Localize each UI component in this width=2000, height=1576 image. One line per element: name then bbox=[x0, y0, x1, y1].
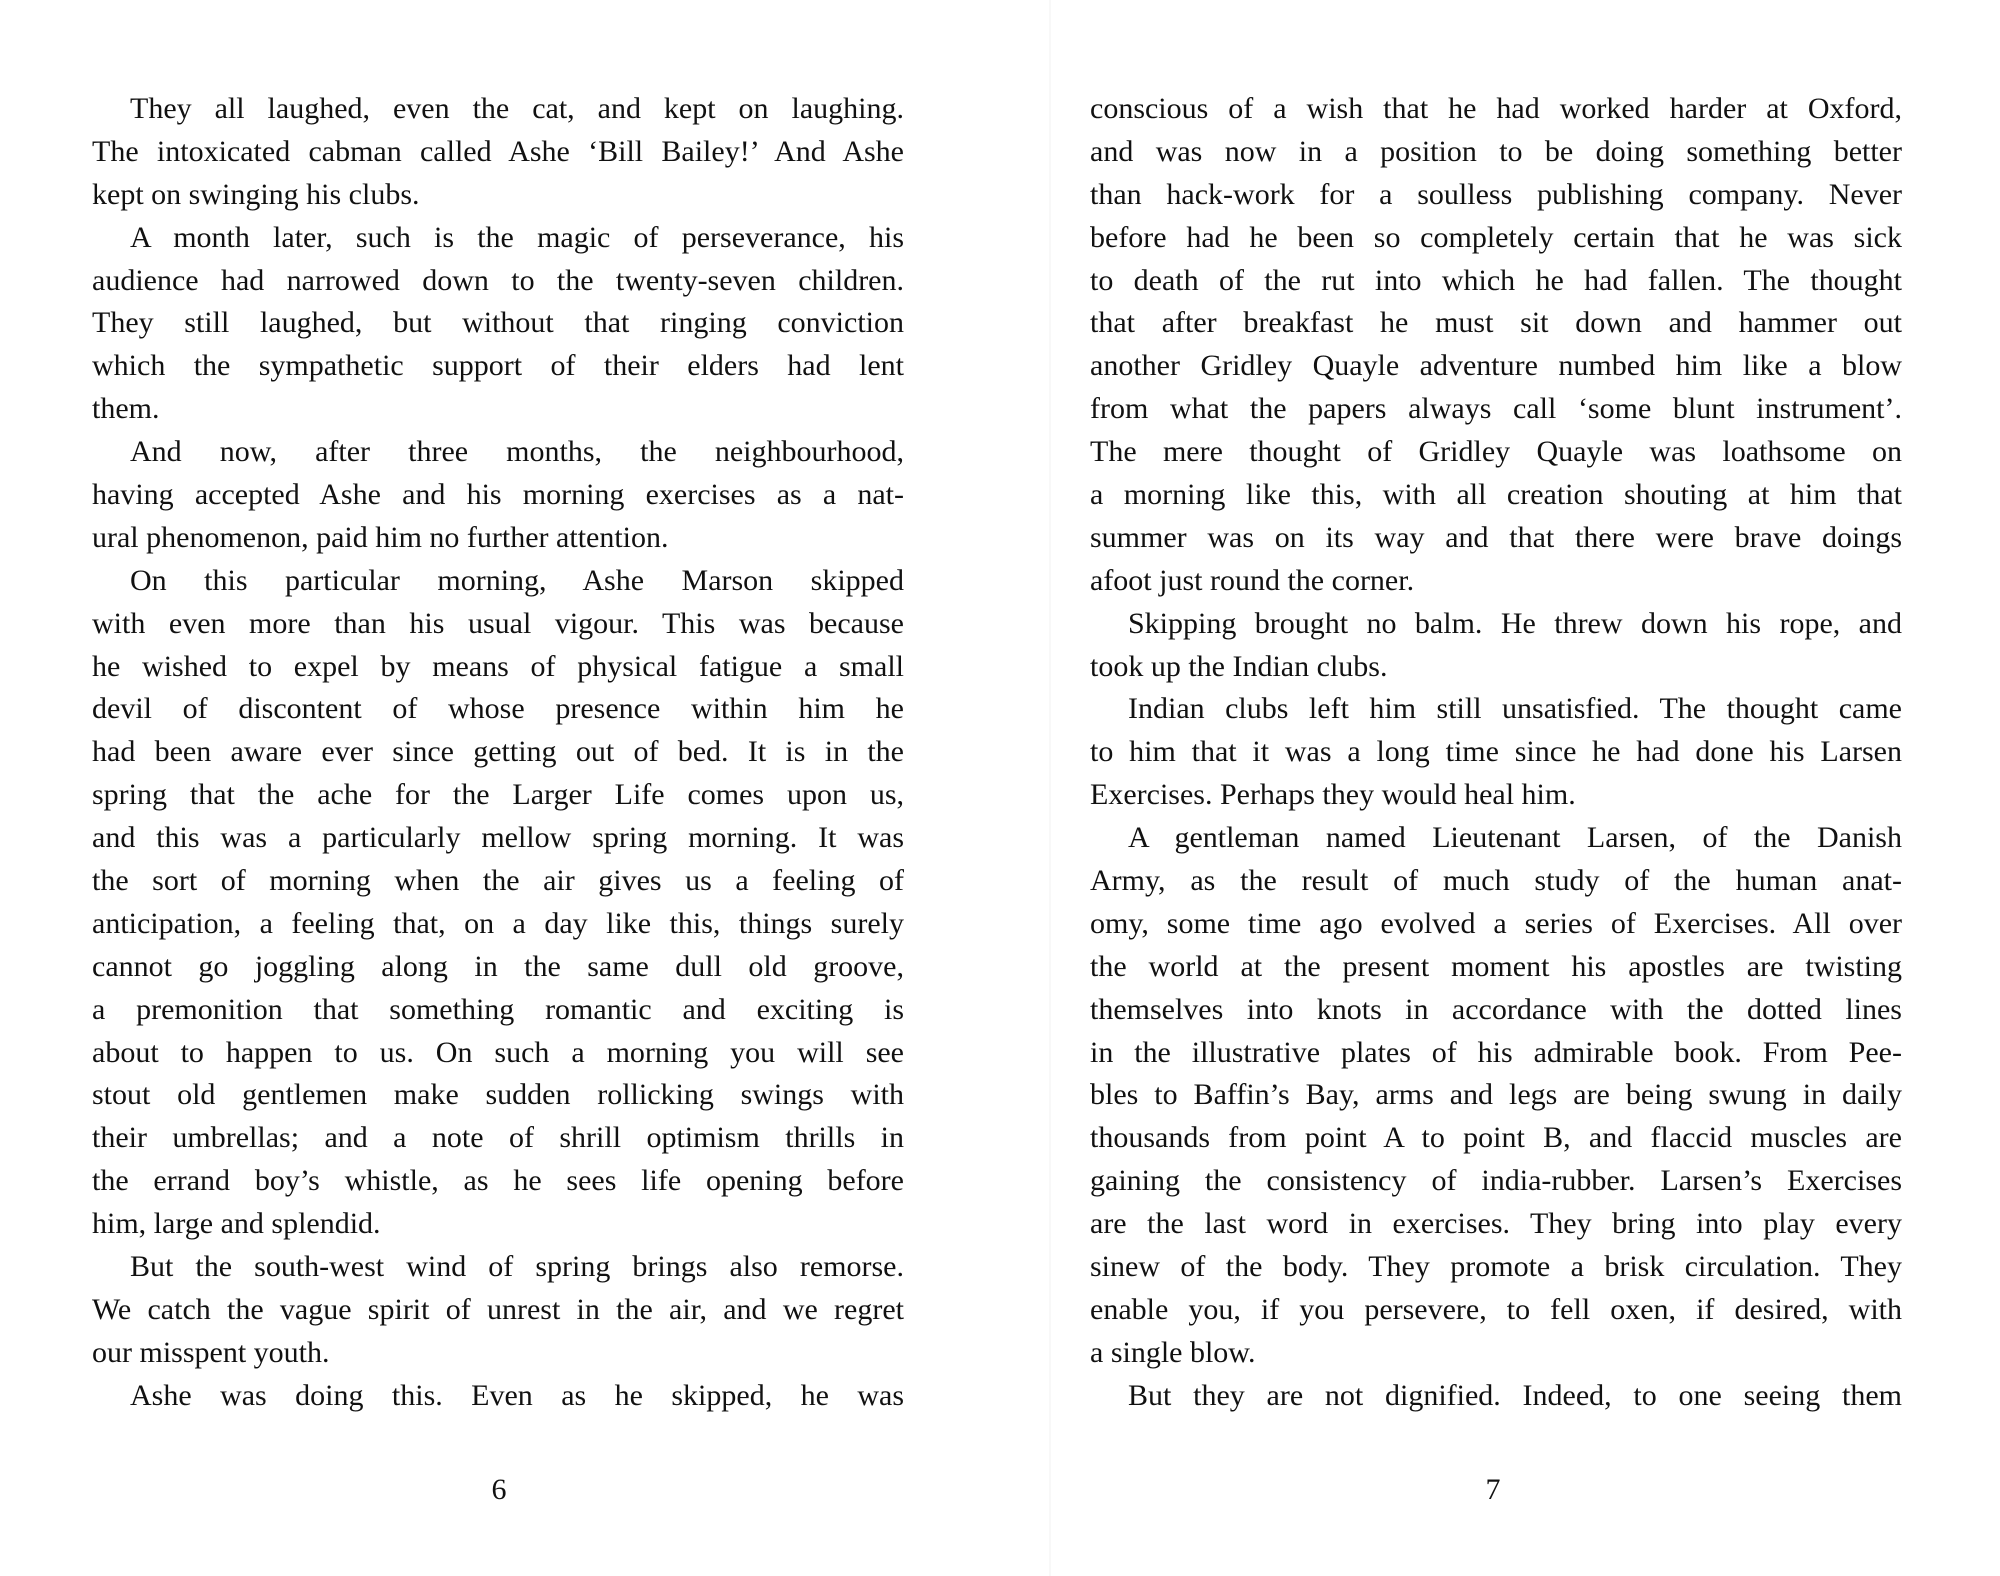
text-line: Exercises. Perhaps they would heal him. bbox=[1090, 778, 1576, 812]
text-line: conscious of a wish that he had worked harder at Oxford, bbox=[1090, 92, 1902, 125]
text-line: Skipping brought no balm. He threw down his rope, and bbox=[1128, 606, 1902, 640]
text-line: devil of discontent of whose presence within him he bbox=[92, 692, 904, 726]
book-gutter bbox=[1049, 0, 1051, 1576]
text-line: gaining the consistency of india-rubber. Larsen’s Exercises bbox=[1090, 1164, 1902, 1198]
text-line: a single blow. bbox=[1090, 1335, 1256, 1369]
text-line: They still laughed, but without that ringing conviction bbox=[92, 306, 904, 340]
left-page-text bbox=[92, 88, 904, 1418]
text-line: audience had narrowed down to the twenty-seven children. bbox=[92, 263, 904, 297]
text-line: took up the Indian clubs. bbox=[1090, 649, 1388, 683]
text-line: the sort of morning when the air gives us a feeling of bbox=[92, 864, 904, 898]
text-line: afoot just round the corner. bbox=[1090, 563, 1415, 597]
text-line: Indian clubs left him still unsatisfied. The thought came bbox=[1128, 692, 1902, 726]
text-line: A gentleman named Lieutenant Larsen, of the Danish bbox=[1128, 821, 1902, 855]
right-page-text bbox=[1090, 88, 1902, 1418]
text-line: bles to Baffin’s Bay, arms and legs are being swung in daily bbox=[1090, 1078, 1902, 1112]
text-line: the world at the present moment his apostles are twisting bbox=[1090, 949, 1902, 983]
text-line: with even more than his usual vigour. This was because bbox=[92, 606, 904, 640]
right-page-number: 7 bbox=[1485, 1473, 1501, 1506]
text-line: their umbrellas; and a note of shrill optimism thrills in bbox=[92, 1121, 904, 1155]
text-line: Army, as the result of much study of the human anat- bbox=[1090, 864, 1902, 898]
text-line: The mere thought of Gridley Quayle was loathsome on bbox=[1090, 435, 1902, 469]
text-line: in the illustrative plates of his admirable book. From Pee- bbox=[1090, 1035, 1902, 1069]
text-line: themselves into knots in accordance with the dotted lines bbox=[1090, 992, 1902, 1026]
left-page-number: 6 bbox=[491, 1473, 507, 1506]
text-line: cannot go joggling along in the same dull old groove, bbox=[92, 949, 904, 983]
text-line: the errand boy’s whistle, as he sees life opening before bbox=[92, 1164, 904, 1198]
text-line: spring that the ache for the Larger Life comes upon us, bbox=[92, 778, 904, 812]
text-line: sinew of the body. They promote a brisk circulation. They bbox=[1090, 1250, 1902, 1284]
text-line: We catch the vague spirit of unrest in the air, and we regret bbox=[92, 1292, 904, 1326]
text-line: and this was a particularly mellow spring morning. It was bbox=[92, 821, 904, 855]
text-line: he wished to expel by means of physical fatigue a small bbox=[92, 649, 904, 683]
text-line: that after breakfast he must sit down and hammer out bbox=[1090, 306, 1902, 340]
text-line: from what the papers always call ‘some blunt instrument’. bbox=[1090, 392, 1902, 426]
text-line: to him that it was a long time since he had done his Larsen bbox=[1090, 735, 1902, 769]
text-line: to death of the rut into which he had fallen. The thought bbox=[1090, 263, 1902, 297]
text-line: before had he been so completely certain that he was sick bbox=[1090, 220, 1902, 254]
text-line: having accepted Ashe and his morning exercises as a nat- bbox=[92, 478, 904, 512]
text-line: another Gridley Quayle adventure numbed him like a blow bbox=[1090, 349, 1902, 383]
text-line: kept on swinging his clubs. bbox=[92, 177, 420, 211]
text-line: But the south-west wind of spring brings also remorse. bbox=[130, 1250, 904, 1284]
text-line: They all laughed, even the cat, and kept on laughing. bbox=[130, 92, 904, 125]
text-line: The intoxicated cabman called Ashe ‘Bill Bailey!’ And Ashe bbox=[92, 134, 904, 168]
text-line: On this particular morning, Ashe Marson skipped bbox=[130, 563, 904, 597]
text-line: And now, after three months, the neighbourhood, bbox=[130, 435, 904, 469]
text-line: A month later, such is the magic of perseverance, his bbox=[130, 220, 904, 254]
text-line: stout old gentlemen make sudden rollicking swings with bbox=[92, 1078, 904, 1112]
text-line: anticipation, a feeling that, on a day like this, things surely bbox=[92, 906, 904, 940]
text-line: summer was on its way and that there were brave doings bbox=[1090, 520, 1902, 554]
text-line: are the last word in exercises. They bring into play every bbox=[1090, 1207, 1902, 1241]
text-line: and was now in a position to be doing something better bbox=[1090, 134, 1902, 168]
text-line: them. bbox=[92, 392, 160, 426]
text-line: our misspent youth. bbox=[92, 1335, 330, 1369]
text-line: had been aware ever since getting out of bed. It is in the bbox=[92, 735, 904, 769]
text-line: about to happen to us. On such a morning you will see bbox=[92, 1035, 904, 1069]
text-line: omy, some time ago evolved a series of Exercises. All over bbox=[1090, 906, 1902, 940]
text-line: a premonition that something romantic and exciting is bbox=[92, 992, 904, 1026]
text-line: thousands from point A to point B, and flaccid muscles are bbox=[1090, 1121, 1902, 1155]
text-line: But they are not dignified. Indeed, to one seeing them bbox=[1128, 1378, 1902, 1412]
text-line: than hack-work for a soulless publishing company. Never bbox=[1090, 177, 1902, 211]
text-line: ural phenomenon, paid him no further attention. bbox=[92, 520, 669, 554]
text-line: Ashe was doing this. Even as he skipped, he was bbox=[130, 1378, 904, 1412]
text-line: him, large and splendid. bbox=[92, 1207, 381, 1241]
text-line: a morning like this, with all creation shouting at him that bbox=[1090, 478, 1902, 512]
text-line: which the sympathetic support of their elders had lent bbox=[92, 349, 904, 383]
text-line: enable you, if you persevere, to fell oxen, if desired, with bbox=[1090, 1292, 1902, 1326]
